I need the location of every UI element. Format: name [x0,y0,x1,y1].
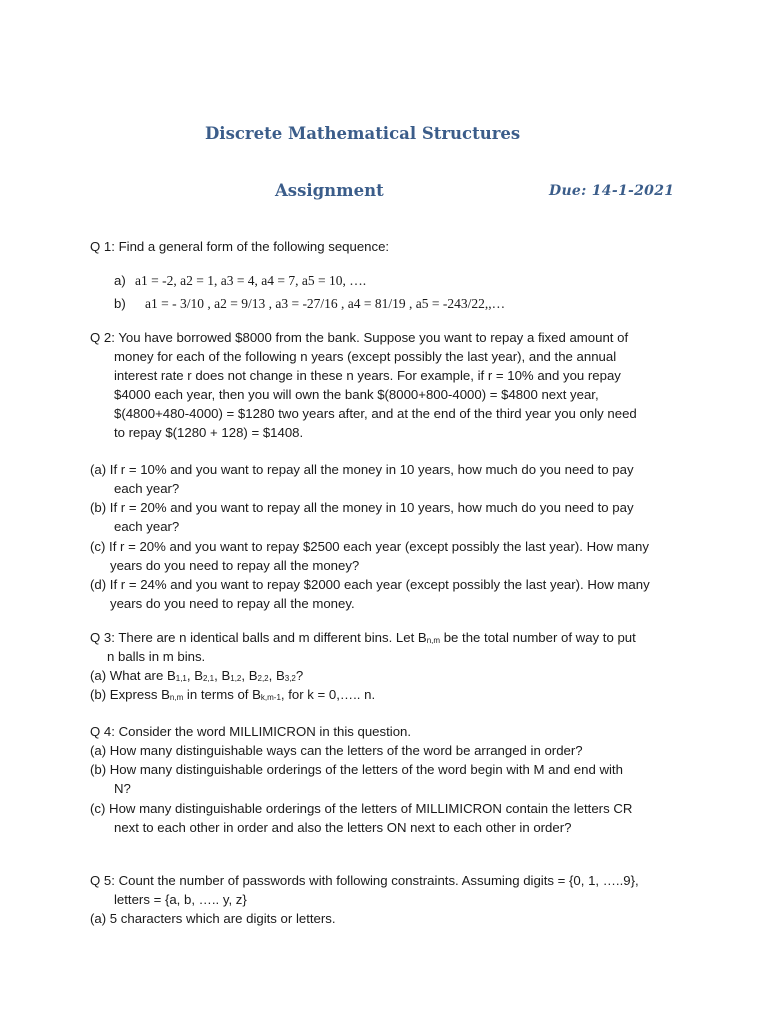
q2-line: money for each of the following n years (except possibly the last year), and the annual [114,349,617,364]
q3-subscript: 1,2 [230,674,242,683]
q2-line: $(4800+480-4000) = $1280 two years after, and at the end of the third year you only need [114,406,637,421]
q2-part-a-cont: each year? [114,481,180,496]
q3-part-b-text-end: , for k = 0,….. n. [280,687,376,702]
q2-part-c: (c) If r = 20% and you want to repay $2500 each year (except possibly the last year). How many [90,539,649,554]
document-subtitle: Assignment [275,181,384,200]
q4-part-c: (c) How many distinguishable orderings of the letters of MILLIMICRON contain the letters CR [90,801,633,816]
document-title: Discrete Mathematical Structures [205,124,521,143]
q1-b-sequence: a1 = - 3/10 , a2 = 9/13 , a3 = -27/16 , a4 = 81/19 , a5 = -243/22,,… [145,296,506,311]
q1-b-marker: b) [114,296,126,311]
q5-intro: Q 5: Count the number of passwords with following constraints. Assuming digits = {0, 1, …..9}, [90,873,639,888]
q5-part-a: (a) 5 characters which are digits or letters. [90,911,336,926]
q3-intro-text-end: be the total number of way to put [440,630,636,645]
q4-part-b-cont: N? [114,781,131,796]
q2-part-d-cont: years do you need to repay all the money. [110,596,355,611]
q4-part-b: (b) How many distinguishable orderings of the letters of the word begin with M and end with [90,762,623,777]
q3-subscript: 3,2 [284,674,296,683]
q2-part-c-cont: years do you need to repay all the money? [110,558,360,573]
q1-a-sequence: a1 = -2, a2 = 1, a3 = 4, a4 = 7, a5 = 10, …. [135,273,367,288]
q2-part-b: (b) If r = 20% and you want to repay all the money in 10 years, how much do you need to pay [90,500,634,515]
q5-intro-cont: letters = {a, b, ….. y, z} [114,892,247,907]
q4-intro: Q 4: Consider the word MILLIMICRON in this question. [90,724,412,739]
q3-part-b [90,685,375,707]
q3-subscript: n,m [169,693,184,702]
q4-part-c-cont: next to each other in order and also the letters ON next to each other in order? [114,820,572,835]
due-date: Due: 14-1-2021 [549,183,675,199]
q2-line: $4000 each year, then you will own the bank $(8000+800-4000) = $4800 next year, [114,387,599,402]
q2-part-d: (d) If r = 24% and you want to repay $2000 each year (except possibly the last year). How many [90,577,650,592]
q2-part-b-cont: each year? [114,519,180,534]
q3-intro-text: Q 3: There are n identical balls and m different bins. Let B [90,630,427,645]
q4-part-a: (a) How many distinguishable ways can the letters of the word be arranged in order? [90,743,583,758]
q3-intro-cont: n balls in m bins. [107,649,206,664]
q3-subscript: 1,1 [175,674,187,683]
q3-intro-subscript: n,m [426,636,441,645]
q2-line: Q 2: You have borrowed $8000 from the bank. Suppose you want to repay a fixed amount of [90,330,629,345]
q3-part-a-text: (a) What are B [90,668,176,683]
q2-line: to repay $(1280 + 128) = $1408. [114,425,304,440]
q3-part-b-text: (b) Express B [90,687,170,702]
q3-subscript: 2,1 [203,674,215,683]
q2-part-a: (a) If r = 10% and you want to repay all the money in 10 years, how much do you need to pay [90,462,634,477]
q2-line: interest rate r does not change in these n years. For example, if r = 10% and you repay [114,368,621,383]
q1-a-marker: a) [114,273,126,288]
q3-part-b-text-mid: in terms of B [183,687,261,702]
q1-intro: Q 1: Find a general form of the following sequence: [90,239,390,254]
q3-part-a: (a) What are $B_{1,1}$, $B_{2,1}$, $B_{1,2}$, $B_{2,2}$, $B_{3,2}$? [90,668,304,683]
q3-subscript: 2,2 [257,674,269,683]
q3-subscript: k,m-1 [260,693,281,702]
